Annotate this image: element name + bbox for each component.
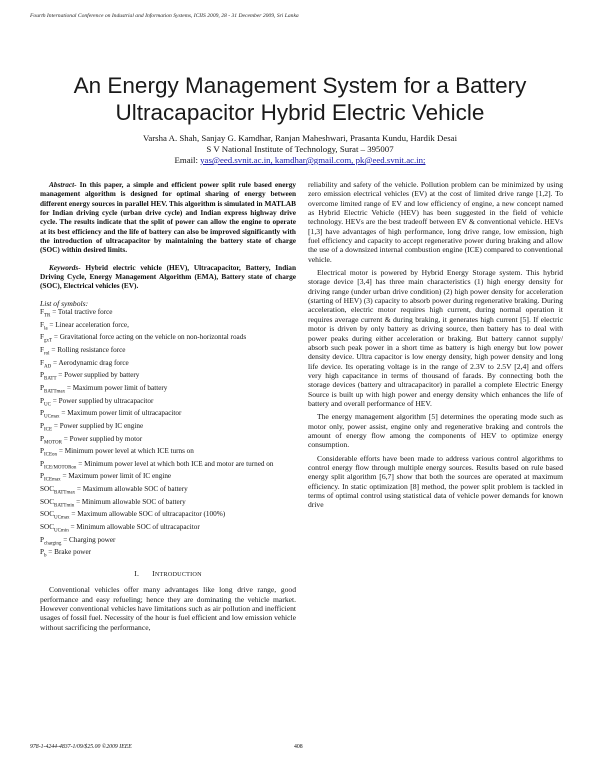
section-first-letter: I (152, 568, 155, 578)
symbol-letter: P (40, 421, 44, 430)
symbol-definition: = Power supplied by IC engine (52, 421, 144, 430)
symbol-letter: F (40, 333, 44, 342)
symbol-item (40, 536, 296, 549)
symbol-item (40, 371, 296, 384)
symbol-subscript: UCmax (44, 414, 60, 420)
abstract-label: Abstract- (49, 180, 77, 189)
symbol-letter: F (40, 320, 44, 329)
symbol-letter: P (40, 409, 44, 418)
symbol-letter: P (40, 535, 44, 544)
symbol-item (40, 548, 296, 561)
symbol-subscript: ICEon (44, 452, 58, 458)
symbol-item (40, 308, 296, 321)
intro-paragraph-left: Conventional vehicles offer many advantages like long drive range, good performance and easy refueling; hence they are dominating the vehicle market. However conventional vehicles have limitations such as air pollution and inefficient usages of fossil fuel. Necessity of the hour is fuel efficient and low emission vehicle without sacrificing the performance, (40, 585, 296, 632)
symbol-definition: = Minimum allowable SOC of ultracapacitor (68, 523, 200, 532)
symbol-item (40, 409, 296, 422)
section-title-rest: NTRODUCTION (154, 570, 202, 578)
symbol-letter: F (40, 358, 44, 367)
symbol-definition: = Minimum power level at which ICE turns on (57, 447, 194, 456)
footer-isbn: 978-1-4244-4837-1/09/$25.00 ©2009 IEEE (30, 744, 132, 750)
symbol-definition: = Brake power (46, 548, 92, 557)
symbol-item (40, 485, 296, 498)
symbol-letter: F (40, 346, 44, 355)
symbol-definition: = Maximum power limit of ultracapacitor (59, 409, 182, 418)
symbol-item (40, 422, 296, 435)
symbol-letter: P (40, 383, 44, 392)
symbol-definition: = Aerodynamic drag force (51, 358, 129, 367)
paragraph-control-algorithms: Considerable efforts have been made to address various control algorithms to control energy flow through multiple energy sources. Results based on rule based energy split algorithm [6,7] show that both the sources are operated at maximum efficiency. In static optimization [8] method, the power split problem is tackled in terms of optimal control using statistical data of vehicle power demands for known drive (308, 453, 563, 510)
symbol-definition: = Total tractive force (50, 308, 113, 317)
symbol-item (40, 384, 296, 397)
left-column (40, 180, 296, 632)
symbol-definition: = Minimum power level at which both ICE and motor are turned on (76, 459, 274, 468)
affiliation: S V National Institute of Technology, Surat – 395007 (206, 144, 394, 154)
symbol-definition: = Power supplied by battery (56, 371, 140, 380)
keywords-label: Keywords- (49, 262, 81, 272)
symbol-definition: = Charging power (61, 535, 116, 544)
symbol-item (40, 435, 296, 448)
symbol-subscript: AD (44, 364, 52, 370)
symbol-definition: = Maximum allowable SOC of ultracapacitor (100%) (69, 510, 226, 519)
symbol-letter: SOC (40, 485, 54, 494)
symbol-item (40, 510, 296, 523)
symbol-item (40, 498, 296, 511)
symbol-definition: = Linear acceleration force, (47, 320, 129, 329)
symbol-letter: F (40, 308, 44, 317)
right-column (308, 180, 563, 510)
symbol-item (40, 472, 296, 485)
keywords-text: Hybrid electric vehicle (HEV), Ultracapacitor, Battery, Indian Driving Cycle, Energy Management Algorithm (EMA), Battery state of charge (SOC), Electrical vehicles (EV). (40, 262, 296, 291)
symbol-letter: P (40, 371, 44, 380)
symbol-subscript: TR (44, 313, 51, 319)
paragraph-storage-system: Electrical motor is powered by Hybrid Energy Storage system. This hybrid storage device [3,4] has three main characteristics (1) high energy density for driving range (under urban drive condition) (2) high power density for acceleration (starting of HEV) (3) capacity to absorb power during regenerative braking. During acceleration, electric motor requires high current, during normal operation it requires average current & during braking, it generates high current [5]. If electric motor is driven by only battery as driving source, then battery has to deal with power peaks during either acceleration or braking. But battery cannot supply/ absorb such peak power in a short time as battery is high energy but low power density device. Ultra capacitor is low energy density, high power density and long life device. Its operating voltage is in the range of 2.3V to 2.5V [2,4] and offers very high capacitance in terms of thousand of farads. By connecting both the storage devices (battery and ultracapacitor) in parallel a complete Electric Energy Source is built up with high power and energy density which enhances the life of battery and overall performance of HEV. (308, 268, 563, 408)
symbol-letter: SOC (40, 497, 54, 506)
symbol-subscript: b (44, 553, 47, 559)
symbol-subscript: MOTOR (44, 439, 62, 445)
symbol-letter: SOC (40, 523, 54, 532)
symbol-letter: P (40, 548, 44, 557)
symbol-subscript: gxT (44, 338, 53, 344)
email-links[interactable]: yas@eed.svnit.ac.in, kamdhar@gmail.com, pk@eed.svnit.ac.in; (200, 155, 426, 165)
symbol-subscript: ICE (44, 427, 53, 433)
symbol-subscript: BATTmax (53, 490, 76, 496)
symbol-letter: SOC (40, 510, 54, 519)
email-line (20, 155, 580, 166)
conference-header: Fourth International Conference on Industrial and Information Systems, ICIIS 2009, 28 - 31 December 2009, Sri Lanka (30, 13, 299, 19)
symbol-item (40, 460, 296, 473)
symbol-definition: = Minimum allowable SOC of battery (74, 497, 186, 506)
section-heading-introduction (40, 569, 296, 579)
symbol-definition: = Maximum power limit of battery (65, 383, 168, 392)
symbol-definition: = Gravitational force acting on the vehicle on non-horizontal roads (52, 333, 247, 342)
symbol-item (40, 346, 296, 359)
symbol-item (40, 333, 296, 346)
symbol-item (40, 359, 296, 372)
symbol-item (40, 397, 296, 410)
symbol-definition: = Rolling resistance force (49, 346, 126, 355)
keywords (40, 263, 296, 291)
paper-title-line-2: Ultracapacitor Hybrid Electric Vehicle (115, 100, 485, 125)
symbol-subscript: UCmax (53, 515, 70, 521)
symbol-letter: P (40, 447, 44, 456)
symbol-item (40, 321, 296, 334)
symbol-definition: = Maximum allowable SOC of battery (75, 485, 188, 494)
page-number: 408 (294, 744, 303, 750)
symbol-letter: P (40, 396, 44, 405)
paragraph-energy-algorithm: The energy management algorithm [5] determines the operating mode such as motor only, power assist, engine only and regenerative braking and controls the amount of energy flow among the components of HEV to optimize energy consumption. (308, 412, 563, 450)
intro-paragraph-continued: reliability and safety of the vehicle. Pollution problem can be minimized by using zero emission electrical vehicles (EV) at the cost of limited drive range [1,2]. To overcome limited range of EV and low efficiency of engine, a new concept named as Hybrid Electric Vehicle (HEV) has been suggested in the field of vehicle technology. HEVs are the best tradeoff between EV & conventional vehicle. HEVs [1,3] have advantages of high performance, long drive range, low emission, high fuel efficiency and capacity to accept regenerative power during braking and allow the use of a downsized internal combustion engine (ICE) compared to conventional vehicle. (308, 180, 563, 264)
symbol-subscript: UC (44, 402, 51, 408)
symbol-letter: P (40, 459, 44, 468)
section-number: I. (134, 568, 140, 578)
authors: Varsha A. Shah, Sanjay G. Kamdhar, Ranjan Maheshwari, Prasanta Kundu, Hardik Desai (142, 133, 458, 143)
email-label: Email: (174, 155, 198, 165)
symbol-list (40, 308, 296, 561)
symbol-definition: = Maximum power limit of IC engine (60, 472, 172, 481)
symbol-letter: P (40, 472, 44, 481)
symbol-subscript: ICEmax (44, 477, 61, 483)
symbol-subscript: la (44, 326, 48, 332)
symbol-subscript: BATTmax (44, 389, 66, 395)
symbol-subscript: UCmin (53, 528, 69, 534)
paper-title-line-1: An Energy Management System for a Battery (73, 73, 527, 98)
symbol-item (40, 523, 296, 536)
abstract-text: In this paper, a simple and efficient power split rule based energy management algorithm is designed for optimal sharing of energy between different energy sources in parallel HEV. This algorithm is simulated in MATLAB for Indian driving cycle (urban drive cycle) and Indian express highway drive cycle. The results indicate that the split of power can allow the engine to operate at its best efficiency and the life of battery can also be improved significantly with the introduction of ultracapacitor by maintaining the battery state of charge (SOC) within desired limits. (40, 180, 296, 255)
symbol-letter: P (40, 434, 44, 443)
symbol-subscript: BATT (44, 376, 57, 382)
symbol-item (40, 447, 296, 460)
symbol-subscript: BATTmin (53, 503, 75, 509)
symbol-definition: = Power supplied by motor (61, 434, 143, 443)
symbol-subscript: rol (44, 351, 50, 357)
symbol-subscript: ICE/MOTORon (44, 465, 77, 471)
symbols-heading: List of symbols: (40, 298, 89, 308)
abstract (40, 180, 296, 255)
symbol-subscript: charging (44, 541, 62, 547)
symbol-definition: = Power supplied by ultracapacitor (50, 396, 154, 405)
